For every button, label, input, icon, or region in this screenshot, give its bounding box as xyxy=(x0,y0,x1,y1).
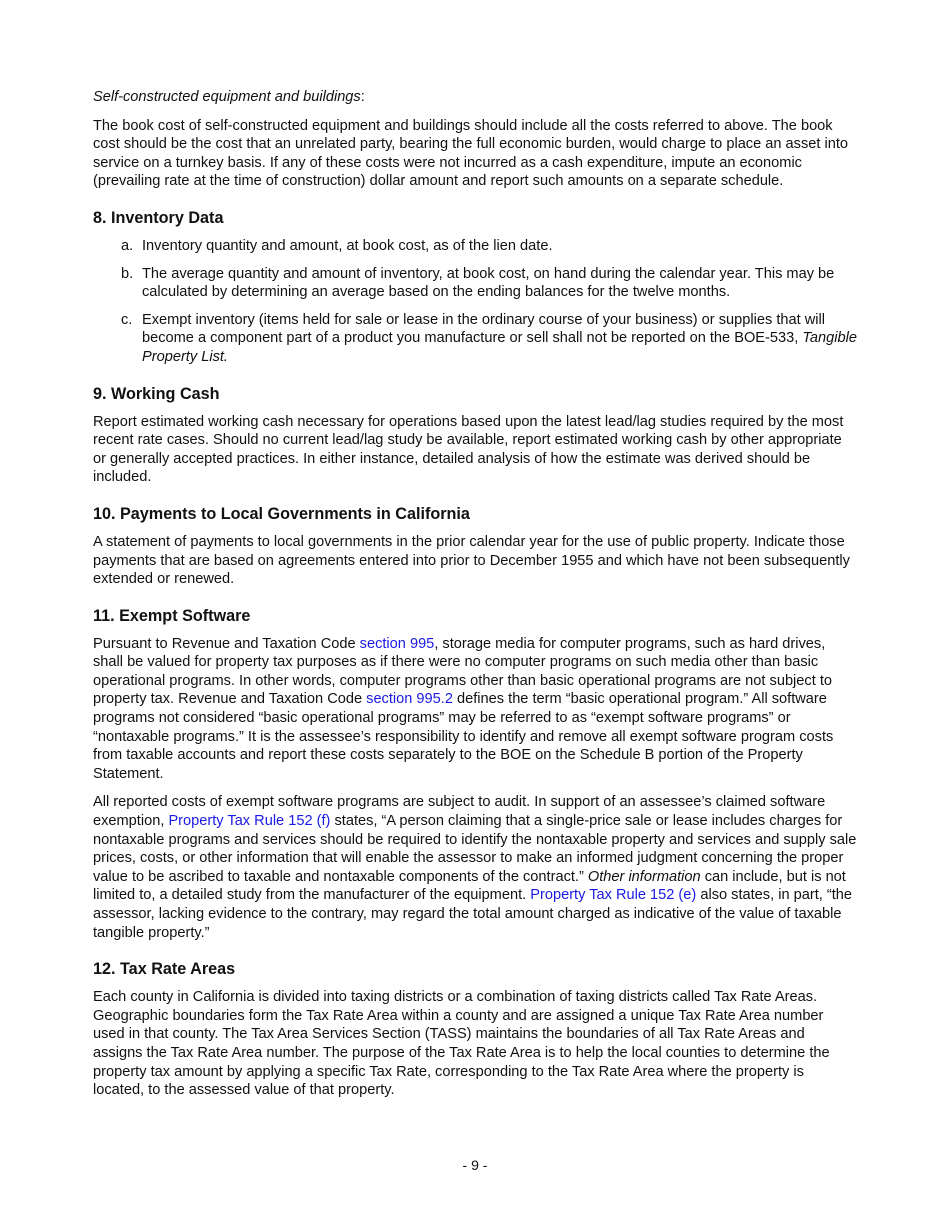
section-9-body: Report estimated working cash necessary for operations based upon the latest lead/lag studies required by the most recent rate cases. Should no current lead/lag study be available, report estimated working cash by other appropriate or generally accepted practices. In either instance, detailed analysis of how the estimate was derived should be included. xyxy=(93,413,844,486)
rule-152-e-link[interactable]: Property Tax Rule 152 (e) xyxy=(530,887,697,904)
list-item xyxy=(93,311,858,367)
section-8-title: 8. Inventory Data xyxy=(93,208,224,227)
section-11-title: 11. Exempt Software xyxy=(93,606,251,625)
section-10-body: A statement of payments to local governments in the prior calendar year for the use of public property. Indicate those payments that are based on agreements entered into prior to December 1955 and which have not been subsequently extended or renewed. xyxy=(93,533,850,588)
rule-152-f-link[interactable]: Property Tax Rule 152 (f) xyxy=(168,813,331,830)
intro-paragraph: The book cost of self-constructed equipment and buildings should include all the costs referred to above. The book cost should be the cost that an unrelated party, bearing the full economic burden, would charge to place an asset into service on a turnkey basis. If any of these costs were not incurred as a cash expenditure, impute an economic (prevailing rate at the time of construction) dollar amount and report such amounts on a separate schedule. xyxy=(93,117,849,190)
list-item-text: Inventory quantity and amount, at book cost, as of the lien date. xyxy=(142,237,553,254)
list-marker: c. xyxy=(121,311,133,328)
intro-heading: Self-constructed equipment and buildings: xyxy=(93,89,365,105)
list-marker: b. xyxy=(121,265,134,282)
page-number: - 9 - xyxy=(462,1157,488,1173)
list-item-italic: Tangible Property List. xyxy=(142,330,857,365)
list-item-text: The average quantity and amount of inventory, at book cost, on hand during the calendar year. This may be calculated by determining an average based on the ending balances for the twelve months. xyxy=(142,265,835,301)
list-item xyxy=(93,237,858,256)
section-10-title: 10. Payments to Local Governments in California xyxy=(93,504,470,523)
section-12-title: 12. Tax Rate Areas xyxy=(93,960,236,979)
list-item-text: Exempt inventory (items held for sale or lease in the ordinary course of your business) or supplies that will become a component part of a product you manufacture or sell shall not be reported on the BOE-533, xyxy=(142,311,825,347)
section-11-paragraph-1: Pursuant to Revenue and Taxation Code section 995, storage media for computer programs, such as hard drives, shall be valued for property tax purposes as if there were no computer programs on such media other than basic operational programs. In other words, computer programs other than basic operational programs are not subject to property tax. Revenue and Taxation Code section 995.2 defines the term “basic operational program.” All software programs not considered “basic operational programs” may be referred to as “exempt software programs” or “nontaxable programs.” It is the assessee’s responsibility to identify and remove all exempt software program costs from taxable accounts and report these costs separately to the BOE on the Schedule B portion of the Property Statement. xyxy=(93,635,834,782)
list-item xyxy=(93,265,858,302)
inventory-list xyxy=(93,237,858,367)
section-9-title: 9. Working Cash xyxy=(93,384,220,403)
intro-heading-text: Self-constructed equipment and buildings xyxy=(93,89,361,105)
list-marker: a. xyxy=(121,237,134,254)
section-11-paragraph-2: All reported costs of exempt software programs are subject to audit. In support of an assessee’s claimed software exemption, Property Tax Rule 152 (f) states, “A person claiming that a single-price sale or lease includes charges for nontaxable programs and services should be required to identify the nontaxable property and services and supply sale prices, costs, or other information that will enable the assessor to make an informed judgment concerning the proper value to be ascribed to taxable and nontaxable components of the contract.” Other information can include, but is not limited to, a detailed study from the manufacturer of the equipment. Property Tax Rule 152 (e) also states, in part, “the assessor, lacking evidence to the contrary, may regard the total amount charged as indicative of the value of taxable tangible property.” xyxy=(93,794,857,941)
section-12-body: Each county in California is divided into taxing districts or a combination of taxing districts called Tax Rate Areas. Geographic boundaries form the Tax Rate Area within a county and are assigned a unique Tax Rate Area number used in that county. The Tax Area Services Section (TASS) maintains the boundaries of all Tax Rate Areas and assigns the Tax Rate Area number. The purpose of the Tax Rate Area is to help the local counties to determine the property tax amount by applying a specific Tax Rate, corresponding to the Tax Rate Area where the property is located, to the assessed value of that property. xyxy=(93,989,830,1099)
section-995-link[interactable]: section 995 xyxy=(359,635,435,652)
section-995-2-link[interactable]: section 995.2 xyxy=(366,691,453,708)
